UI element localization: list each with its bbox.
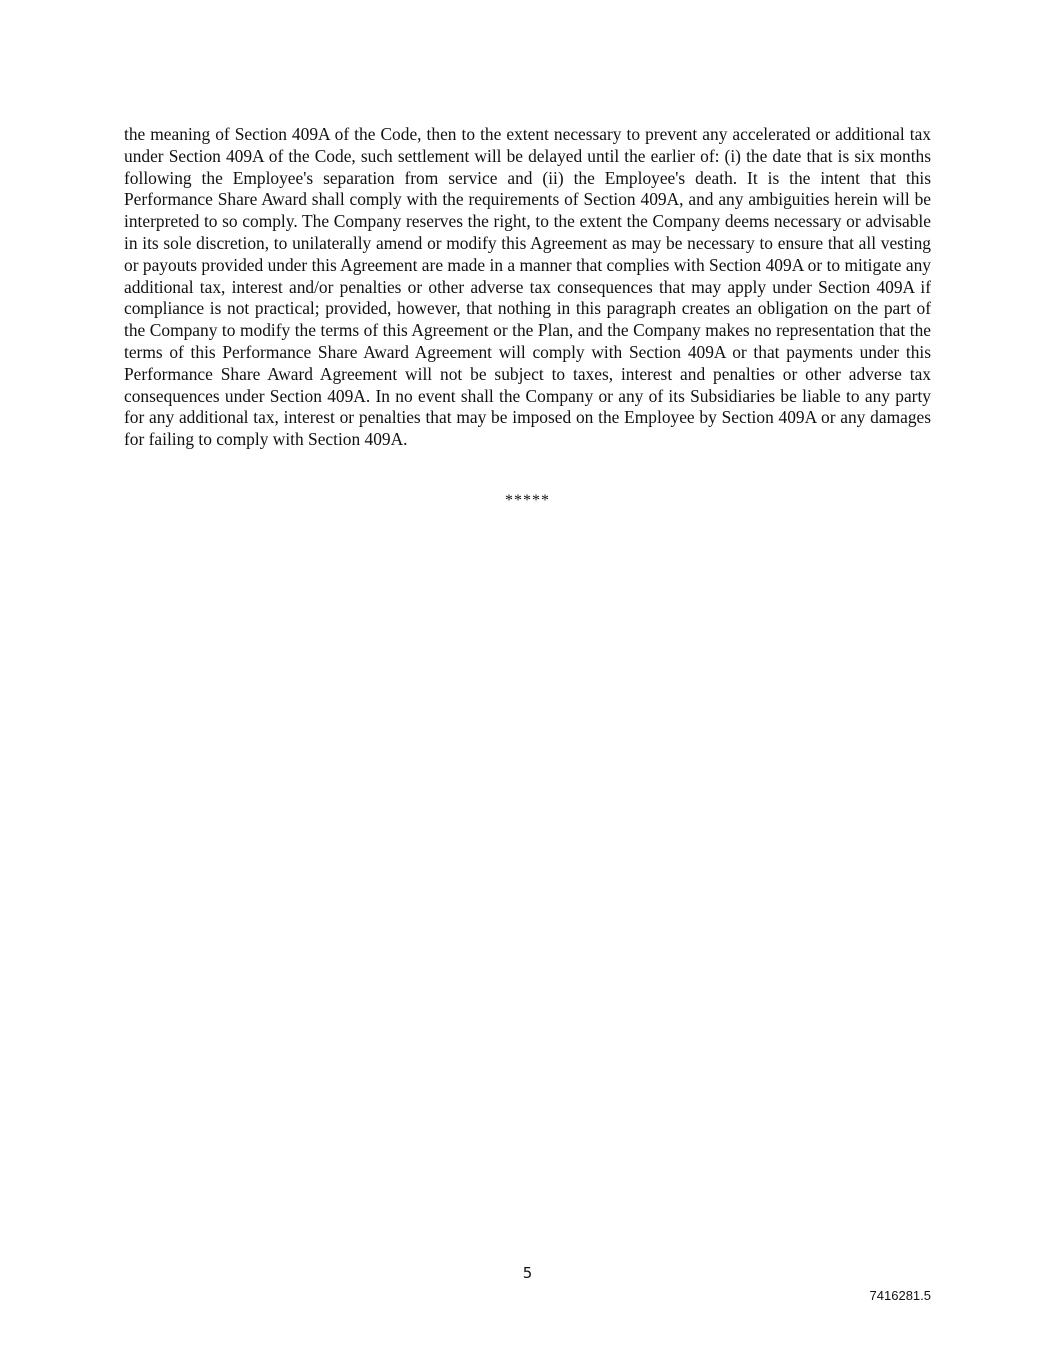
section-separator: ***** (505, 492, 550, 509)
body-paragraph: the meaning of Section 409A of the Code, then to the extent necessary to prevent any accelerated or additional tax under Section 409A of the Code, such settlement will be delayed until the earlier of: (i) the date that is six months following the Employee's separation from service and (ii) the Employee's death. It is the intent that this Performance Share Award shall comply with the requirements of Section 409A, and any ambiguities herein will be interpreted to so comply. The Company reserves the right, to the extent the Company deems necessary or advisable in its sole discretion, to unilaterally amend or modify this Agreement as may be necessary to ensure that all vesting or payouts provided under this Agreement are made in a manner that complies with Section 409A or to mitigate any additional tax, interest and/or penalties or other adverse tax consequences that may apply under Section 409A if compliance is not practical; provided, however, that nothing in this paragraph creates an obligation on the part of the Company to modify the terms of this Agreement or the Plan, and the Company makes no representation that the terms of this Performance Share Award Agreement will comply with Section 409A or that payments under this Performance Share Award Agreement will not be subject to taxes, interest and penalties or other adverse tax consequences under Section 409A. In no event shall the Company or any of its Subsidiaries be liable to any party for any additional tax, interest or penalties that may be imposed on the Employee by Section 409A or any damages for failing to comply with Section 409A. (124, 124, 931, 450)
page-number: 5 (522, 1264, 533, 1282)
document-id: 7416281.5 (869, 1288, 931, 1303)
